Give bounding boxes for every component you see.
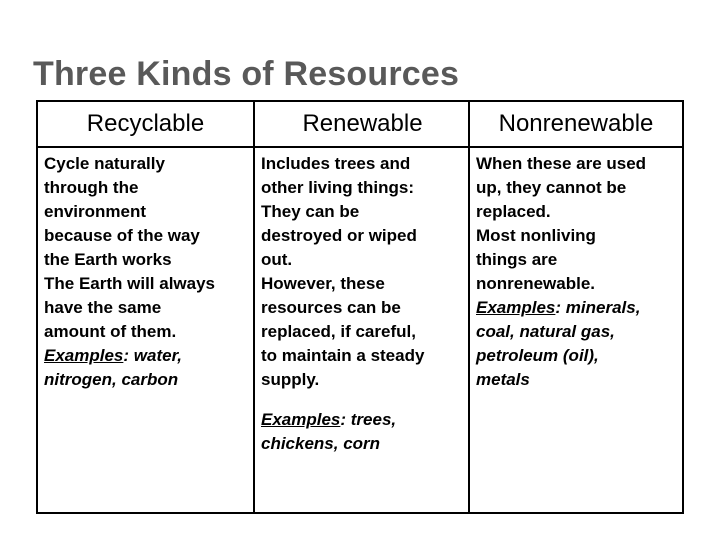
text-line: have the same — [44, 298, 162, 317]
text-line: through the — [44, 178, 139, 197]
text-line: They can be — [261, 202, 360, 221]
column-nonrenewable — [468, 102, 682, 512]
examples-line — [44, 344, 251, 368]
column-body-renewable — [261, 152, 468, 456]
column-renewable — [253, 102, 470, 512]
text-line: up, they cannot be — [476, 178, 627, 197]
text-line: to maintain a steady — [261, 346, 425, 365]
text-line: resources can be — [261, 298, 401, 317]
text-line: the Earth works — [44, 250, 172, 269]
page-title: Three Kinds of Resources — [33, 55, 460, 93]
text-line: replaced, if careful, — [261, 322, 416, 341]
text-line: However, these — [261, 274, 385, 293]
text-line: nonrenewable. — [476, 274, 596, 293]
examples-label: Examples — [44, 346, 124, 365]
text-line: things are — [476, 250, 558, 269]
column-header-renewable: Renewable — [255, 102, 470, 148]
text-line: Most nonliving — [476, 226, 596, 245]
examples-text: : water, — [123, 346, 182, 365]
text-line: destroyed or wiped — [261, 226, 417, 245]
examples-line: petroleum (oil), — [476, 346, 599, 365]
column-body-recyclable — [44, 152, 251, 392]
examples-text: : trees, — [340, 410, 397, 429]
text-line: Cycle naturally — [44, 154, 165, 173]
examples-label: Examples — [476, 298, 556, 317]
examples-line: metals — [476, 370, 530, 389]
text-line: other living things: — [261, 178, 414, 197]
text-line: replaced. — [476, 202, 551, 221]
text-line: amount of them. — [44, 322, 177, 341]
column-header-recyclable: Recyclable — [38, 102, 253, 148]
examples-line: nitrogen, carbon — [44, 370, 179, 389]
text-line: out. — [261, 250, 293, 269]
examples-line: coal, natural gas, — [476, 322, 615, 341]
text-line: When these are used — [476, 154, 647, 173]
text-line: The Earth will always — [44, 274, 216, 293]
text-line: Includes trees and — [261, 154, 411, 173]
text-line: supply. — [261, 370, 320, 389]
examples-text: : minerals, — [555, 298, 641, 317]
examples-label: Examples — [261, 410, 341, 429]
examples-line — [261, 408, 468, 432]
resources-table — [36, 100, 684, 514]
column-body-nonrenewable — [476, 152, 680, 392]
text-line: because of the way — [44, 226, 200, 245]
examples-line: chickens, corn — [261, 434, 381, 453]
column-recyclable — [38, 102, 253, 512]
examples-line — [476, 296, 680, 320]
text-line: environment — [44, 202, 147, 221]
column-header-nonrenewable: Nonrenewable — [470, 102, 682, 148]
